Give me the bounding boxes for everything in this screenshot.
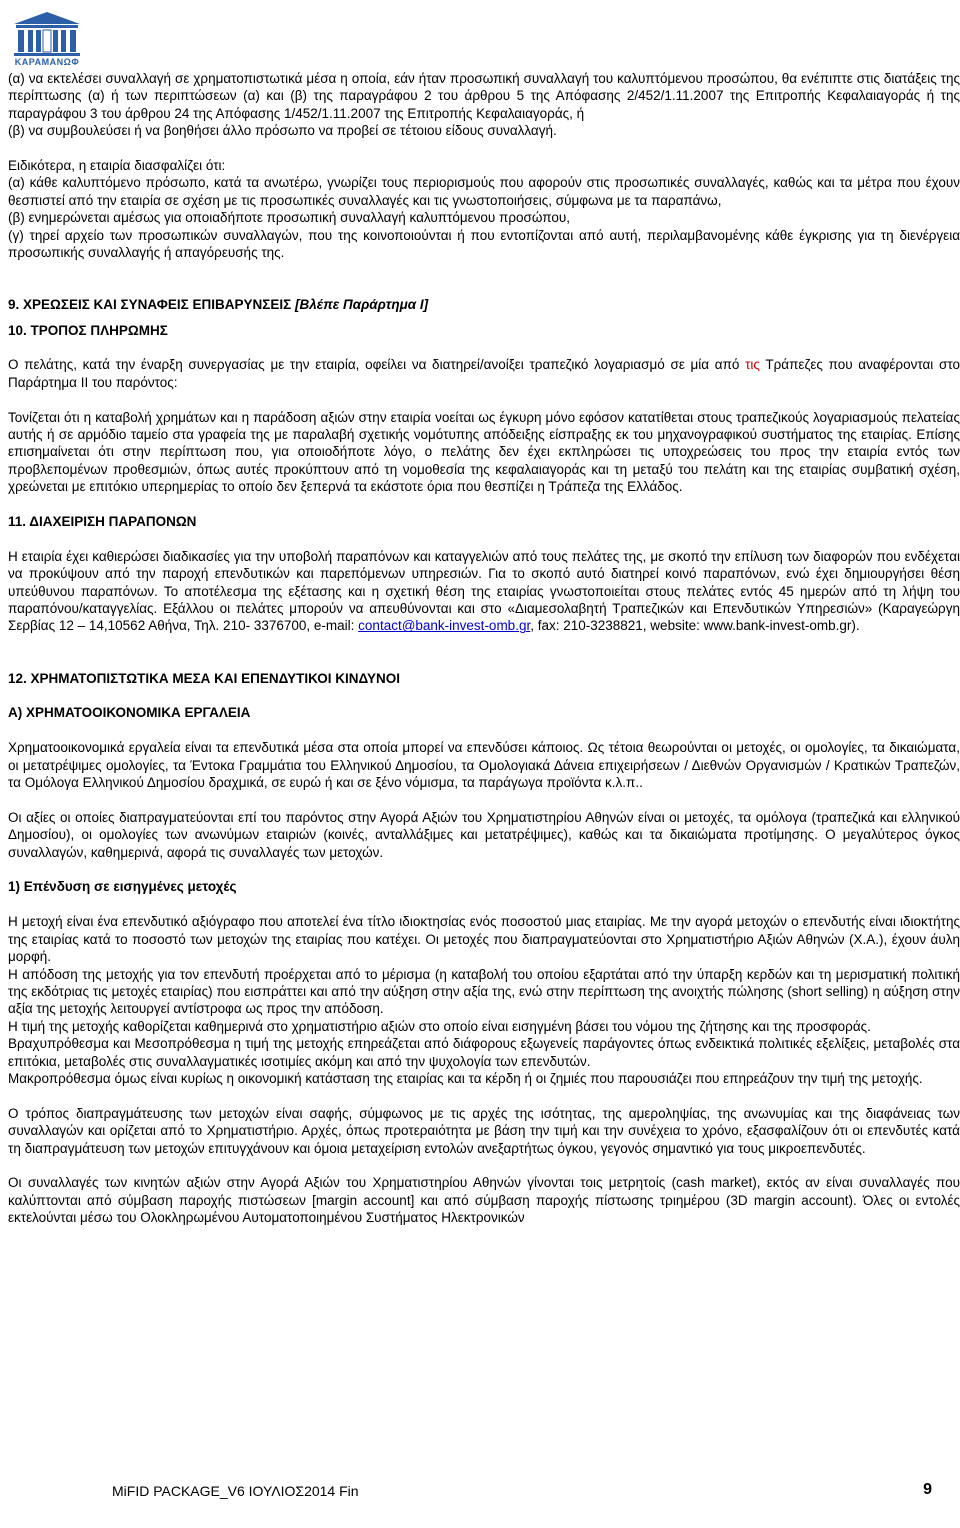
paragraph: Μακροπρόθεσμα όμως είναι κυρίως η οικονομική κατάσταση της εταιρίας και τα κέρδη ή οι ζημιές που παρουσιάζει που επηρεάζουν την τιμή της μετοχής. xyxy=(8,1070,923,1086)
section-heading-9 xyxy=(8,296,960,313)
section-heading-10: 10. ΤΡΟΠΟΣ ΠΛΗΡΩΜΗΣ xyxy=(8,322,168,338)
paragraph: Χρηματοοικονομικά εργαλεία είναι τα επενδυτικά μέσα στα οποία μπορεί να επενδύσει κάποιος. Ως τέτοια θεωρούνται οι μετοχές, οι ομολογίες, τα δικαιώματα, οι μετατρέψιμες ομολογίες, τα Έντοκα Γραμμάτια του Ελληνικού Δημοσίου, τα Ομολογιακά Δάνεια επιχειρήσεων / Διεθνών Οργανισμών / Κρατικών Τραπεζών, τα Ομόλογα Ελληνικού Δημοσίου δραχμικά, σε ευρώ ή και σε ξένο νόμισμα, τα παράγωγα προϊόντα κ.λ.π.. xyxy=(8,740,960,791)
section-heading-11: 11. ΔΙΑΧΕΙΡΙΣΗ ΠΑΡΑΠΟΝΩΝ xyxy=(8,514,197,530)
paragraph: (β) ενημερώνεται αμέσως για οποιαδήποτε προσωπική συναλλαγή καλυπτόμενου προσώπου, xyxy=(8,210,570,226)
paragraph: Ο πελάτης, κατά την έναρξη συνεργασίας με την εταιρία, οφείλει να διατηρεί/ανοίξει τραπεζικό λογαριασμό σε μία από τις Τράπεζες που αναφέρονται στο Παράρτημα ΙΙ του παρόντος: xyxy=(8,357,960,390)
paragraph: Η τιμή της μετοχής καθορίζεται καθημερινά στο χρηματιστήριο αξιών στο οποίο είναι εισηγμένη βάσει του νόμου της ζήτησης και της προσφοράς. xyxy=(8,1018,871,1034)
section-heading-12: 12. ΧΡΗΜΑΤΟΠΙΣΤΩΤΙΚΑ ΜΕΣΑ ΚΑΙ ΕΠΕΝΔΥΤΙΚΟΙ ΚΙΝΔΥΝΟΙ xyxy=(8,670,401,686)
annex-reference: [Βλέπε Παράρτημα Ι] xyxy=(294,297,429,313)
paragraph: (γ) τηρεί αρχείο των προσωπικών συναλλαγών, που της κοινοποιούνται ή που εντοπίζονται από αυτή, περιλαμβανομένης κάθε έγκρισης για τη διενέργεια προσωπικής συναλλαγής ή απαγόρευσής της. xyxy=(8,227,960,261)
paragraph: (β) να συμβουλεύσει ή να βοηθήσει άλλο πρόσωπο να προβεί σε τέτοιου είδους συναλλαγή. xyxy=(8,123,557,139)
paragraph: Οι αξίες οι οποίες διαπραγματεύονται επί του παρόντος στην Αγορά Αξιών του Χρηματιστηρίου Αθηνών είναι οι μετοχές, τα ομόλογα (τραπεζικά και ελληνικού Δημοσίου), οι ομολογίες των ανωνύμων εταιριών (κοινές, ανταλλάξιμες και μετατρέψιμες), καθώς και τα δικαιώματα προτίμησης. Ο μεγαλύτερος όγκος συναλλαγών, καθημερινά, αφορά τις συναλλαγές των μετοχών. xyxy=(8,809,960,860)
paragraph: Βραχυπρόθεσμα και Μεσοπρόθεσμα η τιμή της μετοχής επηρεάζεται από διάφορους εξωγενείς παράγοντες όπως ενδεικτικά πολιτικές εξελίξεις, μεταβολές στα επιτόκια, μεταβολές στις συναλλαγματικές ισοτιμίες ακόμη και από την ψυχολογία των επενδυτών. xyxy=(8,1036,960,1069)
section-9-title: 9. ΧΡΕΩΣΕΙΣ ΚΑΙ ΣΥΝΑΦΕΙΣ ΕΠΙΒΑΡΥΝΣΕΙΣ xyxy=(8,297,292,313)
paragraph: Ο τρόπος διαπραγμάτευσης των μετοχών είναι σαφής, σύμφωνος με τις αρχές της ισότητας, της αμεροληψίας, της ανωνυμίας και της διαφάνειας των συναλλαγών και ορίζεται από το Χρηματιστήριο. Αρχές, όπως προτεραιότητα με βάση την τιμή και την συνέχεια το χρόνο, εξασφαλίζουν ότι οι επενδυτές κατά τη διαπραγμάτευση των μετοχών επιτυγχάνουν και όμοια μεταχείριση εντολών ανεξαρτήτως όγκου, γεγονός σημαντικό για τους μικροεπενδυτές. xyxy=(8,1105,960,1156)
highlighted-word: τις xyxy=(745,357,760,373)
paragraph: (α) να εκτελέσει συναλλαγή σε χρηματοπιστωτικά μέσα η οποία, εάν ήταν προσωπική συναλλαγή του καλυπτόμενου προσώπου, θα ενέπιπτε στις διατάξεις της περίπτωσης (α) ή των περιπτώσεων (α) και (β) της παραγράφου 2 του άρθρου 5 της Απόφασης 2/452/1.11.2007 της Επιτροπής Κεφαλαιαγοράς ή της παραγράφου 3 του άρθρου 24 της Απόφασης 1/452/1.11.2007 της Επιτροπής Κεφαλαιαγοράς, ή xyxy=(8,71,960,121)
paragraph: Η απόδοση της μετοχής για τον επενδυτή προέρχεται από το μέρισμα (η καταβολή του οποίου εξαρτάται από την ύπαρξη κερδών και τη μερισματική πολιτική της εκδότριας τις μετοχές εταιρίας) που εισπράττει και από την αύξηση στην αξία της, ενώ στην περίπτωση της ανοιχτής πώλησης (short selling) η αύξηση στην αξία της μετοχής λειτουργεί αντίστροφα ως προς την απόδοση. xyxy=(8,966,960,1017)
document-label: MiFID PACKAGE_V6 ΙΟΥΛΙΟΣ2014 Fin xyxy=(112,1483,359,1499)
page-footer xyxy=(112,1483,932,1499)
email-link[interactable]: contact@bank-invest-omb.gr xyxy=(358,618,531,634)
page-number: 9 xyxy=(923,1481,932,1498)
paragraph: Η εταιρία έχει καθιερώσει διαδικασίες για την υποβολή παραπόνων και καταγγελιών από τους πελάτες της, με σκοπό την επίλυση των διαφορών που ενδέχεται να προκύψουν από την παροχή επενδυτικών και παρεπόμενων υπηρεσιών. Για το σκοπό αυτό διατηρεί κοινό παραπόνων, ενώ έχει δημιουργήσει θέση υπεύθυνου παραπόνων. Το αποτέλεσμα της εξέτασης και η σχετική θέση της εταιρίας γνωστοποιείται στους πελάτες εντός 45 ημερών από τη λήψη του παραπόνου/καταγγελίας. Εξάλλου οι πελάτες μπορούν να απευθύνονται και στο «Διαμεσολαβητή Τραπεζικών και Επενδυτικών Υπηρεσιών» (Καραγεώργη Σερβίας 12 – 14,10562 Αθήνα, Τηλ. 210- 3376700, e-mail: contact@bank-invest-omb.gr, fax: 210-3238821, website: www.bank-invest-omb.gr). xyxy=(8,548,960,634)
subsection-heading-1: 1) Επένδυση σε εισηγμένες μετοχές xyxy=(8,879,237,895)
paragraph: (α) κάθε καλυπτόμενο πρόσωπο, κατά τα ανωτέρω, γνωρίζει τους περιορισμούς που αφορούν στις προσωπικές συναλλαγές, καθώς και τα μέτρα που έχουν θεσπιστεί από την εταιρία σε σχέση με τις προσωπικές συναλλαγές και τις γνωστοποιήσεις, σύμφωνα με τα παραπάνω, xyxy=(8,175,960,208)
paragraph: Ειδικότερα, η εταιρία διασφαλίζει ότι: xyxy=(8,158,226,174)
company-logo xyxy=(8,10,86,68)
logo-text: ΚΑΡΑΜΑΝΩΦ xyxy=(14,57,80,67)
document-body xyxy=(8,70,960,1227)
paragraph: Τονίζεται ότι η καταβολή χρημάτων και η παράδοση αξιών στην εταιρία νοείται ως έγκυρη μόνο εφόσον κατατίθεται στους τραπεζικούς λογαριασμούς πελατείας αυτής ή σε αρμόδιο ταμείο στα γραφεία της με παραλαβή σχετικής νομότυπης απόδειξης είσπραξης εκ του μηχανογραφικού συστήματος της εταιρίας. Επίσης επισημαίνεται ότι στην περίπτωση που, για οποιοδήποτε λόγο, ο πελάτης δεν έχει εκπληρώσει τις υποχρεώσεις του προς την εταιρία εντός των προβλεπομένων προθεσμιών, όπως αυτές προκύπτουν από τη νομοθεσία της κεφαλαιαγοράς και τη μεταξύ του πελάτη και της εταιρίας συμβατική σχέση, χρεώνεται με επιτόκιο υπερημερίας το οποίο δεν ξεπερνά τα εκάστοτε όρια που θεσπίζει η Τράπεζα της Ελλάδος. xyxy=(8,409,960,495)
subsection-heading-a: Α) ΧΡΗΜΑΤΟΟΙΚΟΝΟΜΙΚΑ ΕΡΓΑΛΕΙΑ xyxy=(8,705,251,721)
paragraph: Η μετοχή είναι ένα επενδυτικό αξιόγραφο που αποτελεί ένα τίτλο ιδιοκτησίας ενός ποσοστού μιας εταιρίας. Με την αγορά μετοχών ο επενδυτής είναι ιδιοκτήτης της εταιρίας κατά το ποσοστό των μετοχών της εταιρίας που κατέχει. Οι μετοχές που διαπραγματεύονται στο Χρηματιστήριο Αξιών Αθηνών (Χ.Α.), έχουν άυλη μορφή. xyxy=(8,914,960,965)
paragraph: Οι συναλλαγές των κινητών αξιών στην Αγορά Αξιών του Χρηματιστηρίου Αθηνών γίνονται τοις μετρητοίς (cash market), εκτός αν είναι συναλλαγές που καλύπτονται από σύμβαση παροχής πιστώσεων [margin account] και από σύμβαση παροχής πίστωσης τριημέρου (3D margin account). Όλες οι εντολές εκτελούνται μέσω του Ολοκληρωμένου Αυτοματοποιημένου Συστήματος Ηλεκτρονικών xyxy=(8,1175,960,1226)
